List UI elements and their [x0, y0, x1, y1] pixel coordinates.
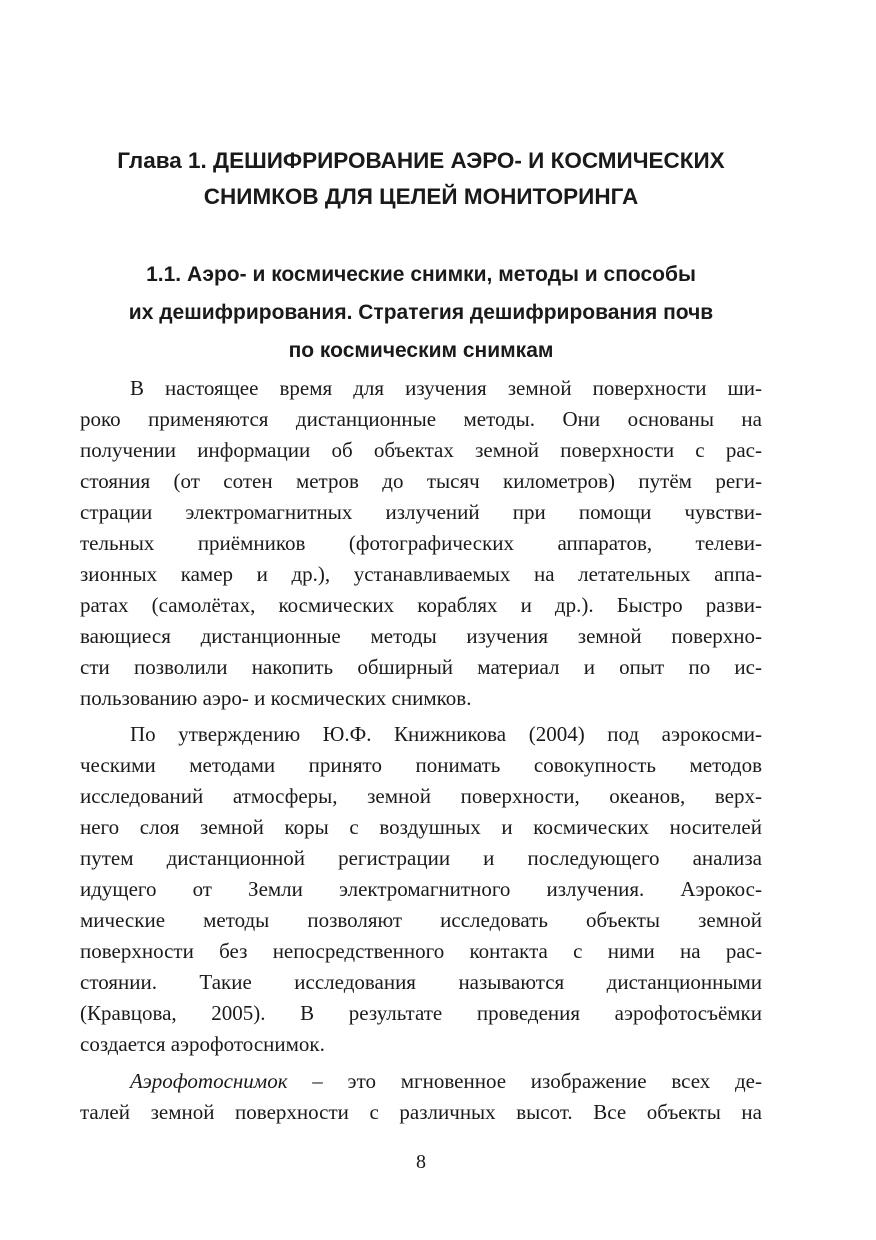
- page-number: 8: [416, 1151, 426, 1173]
- section-title: [80, 256, 762, 370]
- paragraph-1-line: ратах (самолётах, космических кораблях и др.). Быстро разви-: [80, 593, 762, 617]
- paragraph-2-line: него слоя земной коры с воздушных и космических носителей: [80, 815, 762, 839]
- paragraph-2-line: (Кравцова, 2005). В результате проведения аэрофотосъёмки: [80, 1001, 762, 1025]
- paragraph-1-line: пользованию аэро- и космических снимков.: [80, 686, 472, 710]
- paragraph-2-line: поверхности без непосредственного контакта с ними на рас-: [80, 939, 762, 963]
- paragraph-1-line: зионных камер и др.), устанавливаемых на летательных аппа-: [80, 562, 762, 586]
- paragraph-1-line: получении информации об объектах земной поверхности с рас-: [80, 438, 762, 462]
- paragraph-2-line: ческими методами принято понимать совокупность методов: [80, 753, 762, 777]
- paragraph-3-text: – это мгновенное изображение всех де-: [287, 1069, 762, 1093]
- chapter-title: [80, 143, 762, 215]
- paragraph-2-line: мические методы позволяют исследовать объекты земной: [80, 908, 762, 932]
- section-title-line: по космическим снимкам: [288, 339, 554, 362]
- document-page: [80, 0, 762, 1240]
- paragraph-2-line: идущего от Земли электромагнитного излучения. Аэрокос-: [80, 877, 762, 901]
- paragraph-1-line: страции электромагнитных излучений при помощи чувстви-: [80, 500, 762, 524]
- paragraph-2-line: создается аэрофотоснимок.: [80, 1032, 325, 1056]
- defined-term: Аэрофотоснимок: [130, 1069, 288, 1093]
- chapter-title-line: Глава 1. ДЕШИФРИРОВАНИЕ АЭРО- И КОСМИЧЕСКИХ: [117, 148, 725, 173]
- paragraph-3-line: [130, 1066, 762, 1097]
- paragraph-1-line: стояния (от сотен метров до тысяч километров) путём реги-: [80, 469, 762, 493]
- section-title-line: их дешифрирования. Стратегия дешифрирования почв: [128, 301, 714, 324]
- paragraph-2-line: исследований атмосферы, земной поверхности, океанов, верх-: [80, 784, 762, 808]
- paragraph-1-line: вающиеся дистанционные методы изучения земной поверхно-: [80, 624, 762, 648]
- paragraph-1-line: сти позволили накопить обширный материал и опыт по ис-: [80, 655, 762, 679]
- paragraph-1-line: тельных приёмников (фотографических аппаратов, телеви-: [80, 531, 762, 555]
- paragraph-2-line: По утверждению Ю.Ф. Книжникова (2004) под аэрокосми-: [130, 722, 762, 746]
- section-title-line: 1.1. Аэро- и космические снимки, методы и способы: [146, 263, 696, 286]
- paragraph-1-line: роко применяются дистанционные методы. Они основаны на: [80, 407, 762, 431]
- paragraph-3-line: талей земной поверхности с различных высот. Все объекты на: [80, 1100, 762, 1124]
- paragraph-2-line: стоянии. Такие исследования называются дистанционными: [80, 970, 762, 994]
- paragraph-1-line: В настоящее время для изучения земной поверхности ши-: [130, 376, 762, 400]
- chapter-title-line: СНИМКОВ ДЛЯ ЦЕЛЕЙ МОНИТОРИНГА: [203, 184, 639, 209]
- paragraph-2-line: путем дистанционной регистрации и последующего анализа: [80, 846, 762, 870]
